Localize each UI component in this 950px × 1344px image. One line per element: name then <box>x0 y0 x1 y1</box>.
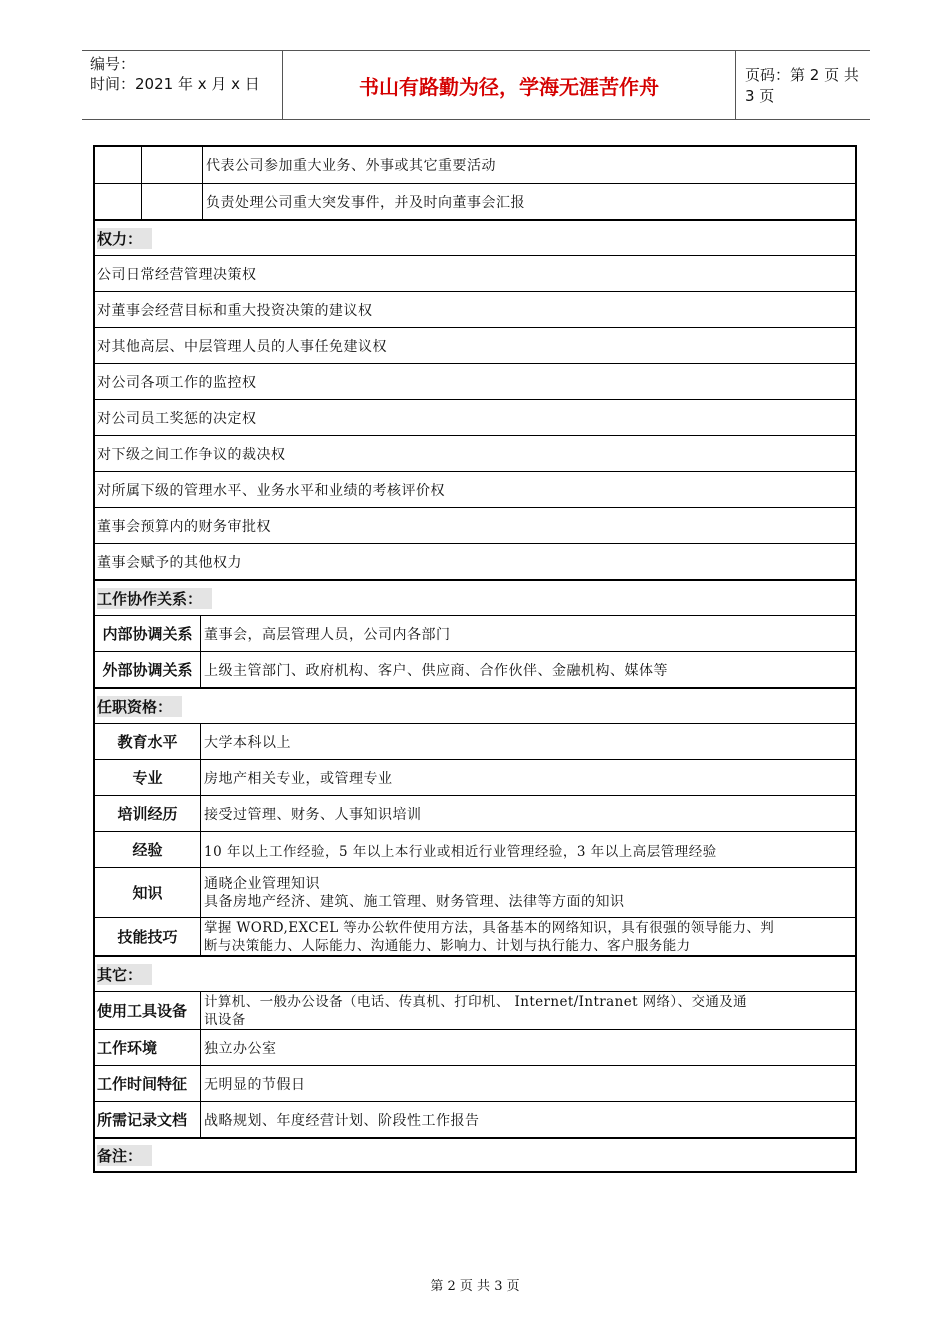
power-item <box>95 435 855 471</box>
skills-line: 断与决策能力、人际能力、沟通能力、影响力、计划与执行能力、客户服务能力 <box>204 937 691 954</box>
field-value: 房地产相关专业，或管理专业 <box>204 770 393 787</box>
header-meta <box>82 51 282 119</box>
field-label: 内部协调关系 <box>95 616 201 651</box>
field-value <box>201 992 855 1029</box>
knowledge-line: 具备房地产经济、建筑、施工管理、财务管理、法律等方面的知识 <box>204 893 625 910</box>
experience-row <box>95 831 855 867</box>
field-label: 专业 <box>95 760 201 795</box>
field-value: 董事会，高层管理人员，公司内各部门 <box>204 626 451 643</box>
section-title: 其它： <box>97 964 152 985</box>
field-label: 外部协调关系 <box>95 652 201 687</box>
field-value: 大学本科以上 <box>204 734 291 751</box>
field-label: 经验 <box>95 832 201 867</box>
power-text: 对所属下级的管理水平、业务水平和业绩的考核评价权 <box>97 482 445 499</box>
section-title: 任职资格： <box>97 696 182 717</box>
work-time-row <box>95 1065 855 1101</box>
power-item <box>95 471 855 507</box>
field-value: 独立办公室 <box>204 1040 277 1057</box>
field-value: 战略规划、年度经营计划、阶段性工作报告 <box>204 1112 480 1129</box>
knowledge-line: 通晓企业管理知识 <box>204 875 320 892</box>
field-value: 10 年以上工作经验，5 年以上本行业或相近行业管理经验，3 年以上高层管理经验 <box>204 843 717 860</box>
documents-row <box>95 1101 855 1137</box>
power-item <box>95 255 855 291</box>
duty-row <box>95 183 855 219</box>
skills-row <box>95 917 855 955</box>
header-page-info: 页码：第 2 页 共 3 页 <box>745 66 859 105</box>
power-item <box>95 507 855 543</box>
relations-section-title <box>95 579 855 615</box>
field-label: 所需记录文档 <box>95 1102 201 1137</box>
power-item <box>95 363 855 399</box>
duty-blank-cell-2 <box>142 184 203 219</box>
remarks-section-title <box>95 1137 855 1171</box>
power-text: 董事会赋予的其他权力 <box>97 554 242 571</box>
power-text: 对公司员工奖惩的决定权 <box>97 410 257 427</box>
field-label: 知识 <box>95 868 201 917</box>
field-label: 技能技巧 <box>95 918 201 955</box>
field-label: 教育水平 <box>95 724 201 759</box>
power-text: 董事会预算内的财务审批权 <box>97 518 271 535</box>
page-header <box>82 50 870 120</box>
header-motto: 书山有路勤为径，学海无涯苦作舟 <box>282 51 736 119</box>
skills-line: 掌握 WORD,EXCEL 等办公软件使用方法，具备基本的网络知识，具有很强的领导能力、判 <box>204 919 775 936</box>
education-row <box>95 723 855 759</box>
knowledge-row <box>95 867 855 917</box>
duty-blank-cell-1 <box>95 184 142 219</box>
power-item <box>95 543 855 579</box>
field-value <box>201 868 855 917</box>
duty-blank-cell-2 <box>142 147 203 183</box>
tools-line: 计算机、一般办公设备（电话、传真机、打印机、 Internet/Intranet 网络）、交通及通 <box>204 993 748 1010</box>
major-row <box>95 759 855 795</box>
page-footer: 第 2 页 共 3 页 <box>430 1279 520 1294</box>
power-text: 公司日常经营管理决策权 <box>97 266 257 283</box>
external-relations-row <box>95 651 855 687</box>
qualifications-section-title <box>95 687 855 723</box>
field-label: 工作环境 <box>95 1030 201 1065</box>
power-item <box>95 327 855 363</box>
document-date: 时间：2021 年 x 月 x 日 <box>90 75 260 93</box>
duty-text: 负责处理公司重大突发事件，并及时向董事会汇报 <box>206 194 525 211</box>
powers-section-title <box>95 219 855 255</box>
power-text: 对公司各项工作的监控权 <box>97 374 257 391</box>
other-section-title <box>95 955 855 991</box>
job-description-table <box>93 145 857 1173</box>
internal-relations-row <box>95 615 855 651</box>
tools-line: 讯设备 <box>204 1011 246 1028</box>
field-label: 培训经历 <box>95 796 201 831</box>
field-value <box>201 918 855 955</box>
duty-row <box>95 147 855 183</box>
duty-text: 代表公司参加重大业务、外事或其它重要活动 <box>206 158 496 174</box>
power-text: 对其他高层、中层管理人员的人事任免建议权 <box>97 338 387 355</box>
power-item <box>95 399 855 435</box>
power-text: 对下级之间工作争议的裁决权 <box>97 446 286 463</box>
section-title: 备注： <box>97 1145 152 1166</box>
field-value: 无明显的节假日 <box>204 1076 306 1093</box>
document-number-label: 编号： <box>90 55 136 73</box>
environment-row <box>95 1029 855 1065</box>
section-title: 工作协作关系： <box>97 588 212 609</box>
power-text: 对董事会经营目标和重大投资决策的建议权 <box>97 302 373 319</box>
section-title: 权力： <box>97 228 152 249</box>
field-value: 上级主管部门、政府机构、客户、供应商、合作伙伴、金融机构、媒体等 <box>204 662 668 679</box>
duty-blank-cell-1 <box>95 147 142 183</box>
training-row <box>95 795 855 831</box>
field-label: 工作时间特征 <box>95 1066 201 1101</box>
field-value: 接受过管理、财务、人事知识培训 <box>204 806 422 823</box>
field-label: 使用工具设备 <box>95 992 201 1029</box>
tools-row <box>95 991 855 1029</box>
power-item <box>95 291 855 327</box>
